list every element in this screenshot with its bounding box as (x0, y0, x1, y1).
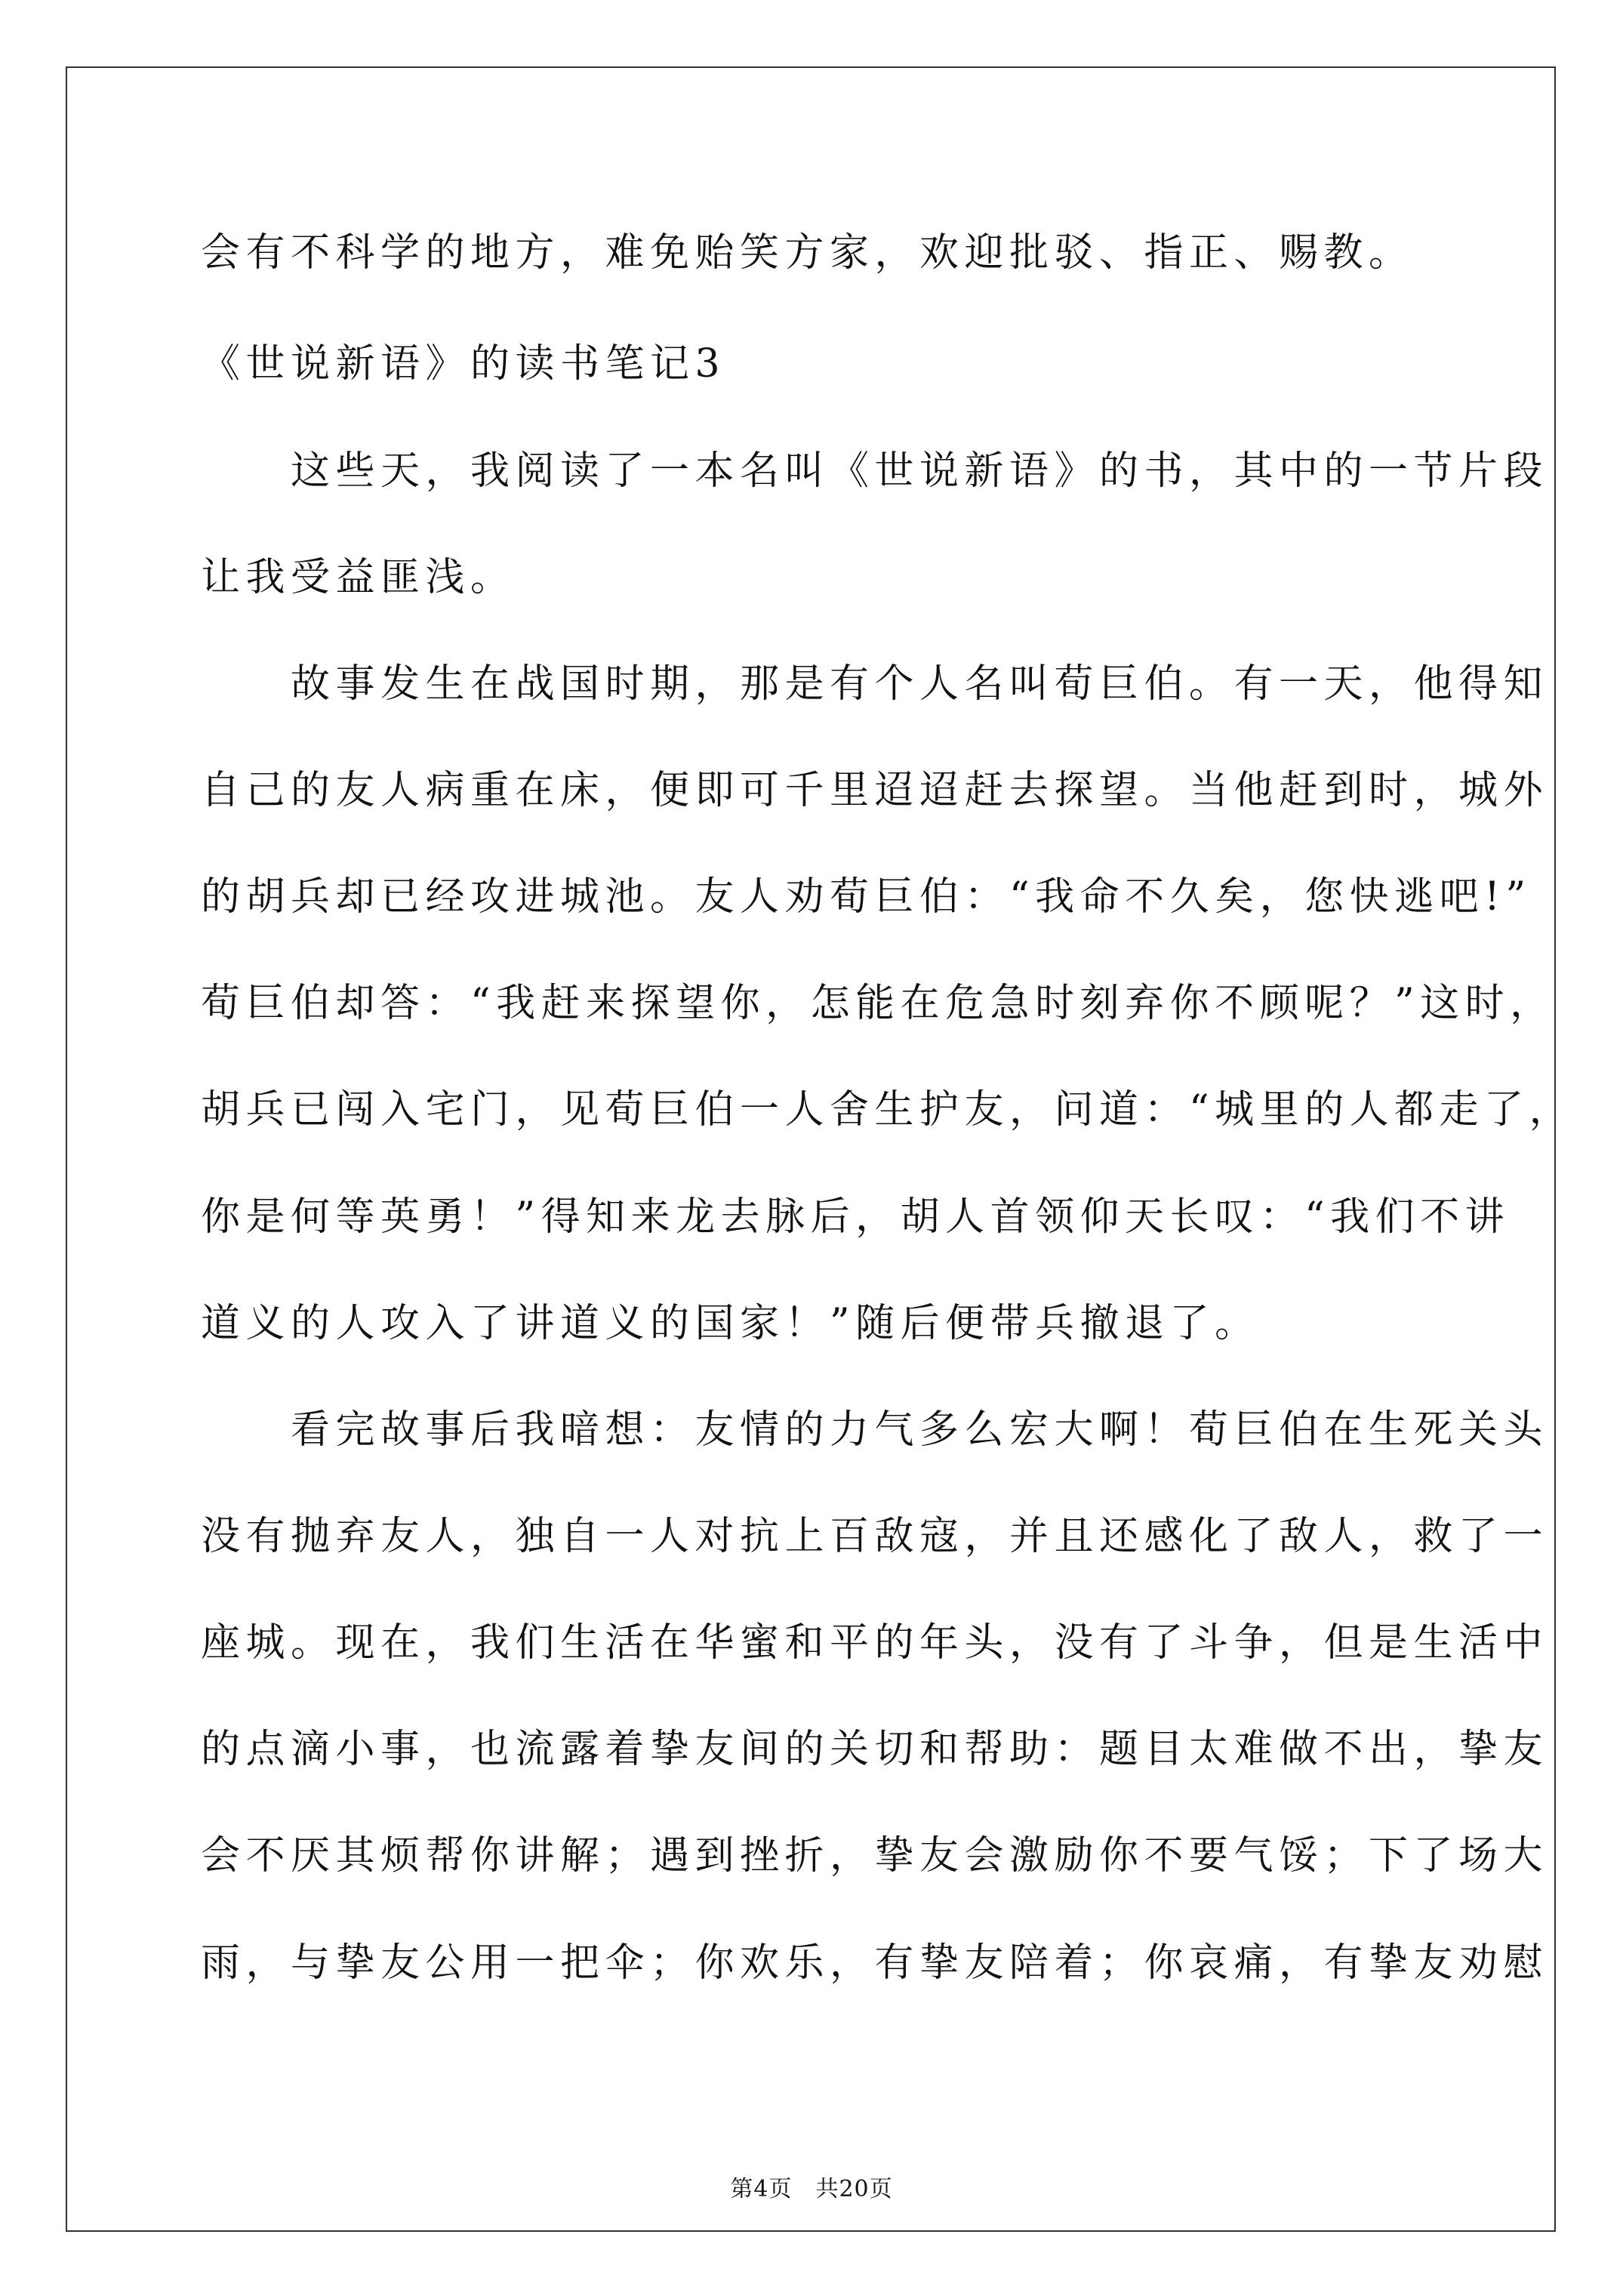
text-line-9: 胡兵已闯入宅门，见荀巨伯一人舍生护友，问道：“城里的人都走了， (201, 1087, 1575, 1133)
text-line-13: 没有抛弃友人，独自一人对抗上百敌寇，并且还感化了敌人，救了一 (201, 1514, 1549, 1559)
text-line-3: 这些天，我阅读了一本名叫《世说新语》的书，其中的一节片段 (201, 448, 1549, 494)
text-line-1: 会有不科学的地方，难免贻笑方家，欢迎批驳、指正、赐教。 (201, 230, 1414, 276)
page-border (66, 66, 1556, 2232)
text-line-15: 的点滴小事，也流露着挚友间的关切和帮助：题目太难做不出，挚友 (201, 1727, 1549, 1772)
text-line-4: 让我受益匪浅。 (201, 555, 516, 600)
text-line-5: 故事发生在战国时期，那是有个人名叫荀巨伯。有一天，他得知 (201, 661, 1549, 707)
text-line-11: 道义的人攻入了讲道义的国家！”随后便带兵撤退了。 (201, 1301, 1260, 1346)
text-line-14: 座城。现在，我们生活在华蜜和平的年头，没有了斗争，但是生活中 (201, 1620, 1549, 1666)
page-footer: 第4页 共20页 (730, 2176, 893, 2202)
text-line-17: 雨，与挚友公用一把伞；你欢乐，有挚友陪着；你哀痛，有挚友劝慰 (201, 1940, 1549, 1986)
text-line-10: 你是何等英勇！”得知来龙去脉后，胡人首领仰天长叹：“我们不讲 (201, 1194, 1511, 1240)
text-line-7: 的胡兵却已经攻进城池。友人劝荀巨伯：“我命不久矣，您快逃吧!” (201, 874, 1532, 920)
text-line-16: 会不厌其烦帮你讲解；遇到挫折，挚友会激励你不要气馁；下了场大 (201, 1833, 1549, 1878)
text-line-8: 荀巨伯却答：“我赶来探望你，怎能在危急时刻弃你不顾呢？”这时， (201, 981, 1555, 1026)
text-line-6: 自己的友人病重在床，便即可千里迢迢赶去探望。当他赶到时，城外 (201, 768, 1549, 813)
text-line-12: 看完故事后我暗想：友情的力气多么宏大啊！荀巨伯在生死关头 (201, 1407, 1549, 1453)
section-heading: 《世说新语》的读书笔记3 (201, 341, 726, 387)
